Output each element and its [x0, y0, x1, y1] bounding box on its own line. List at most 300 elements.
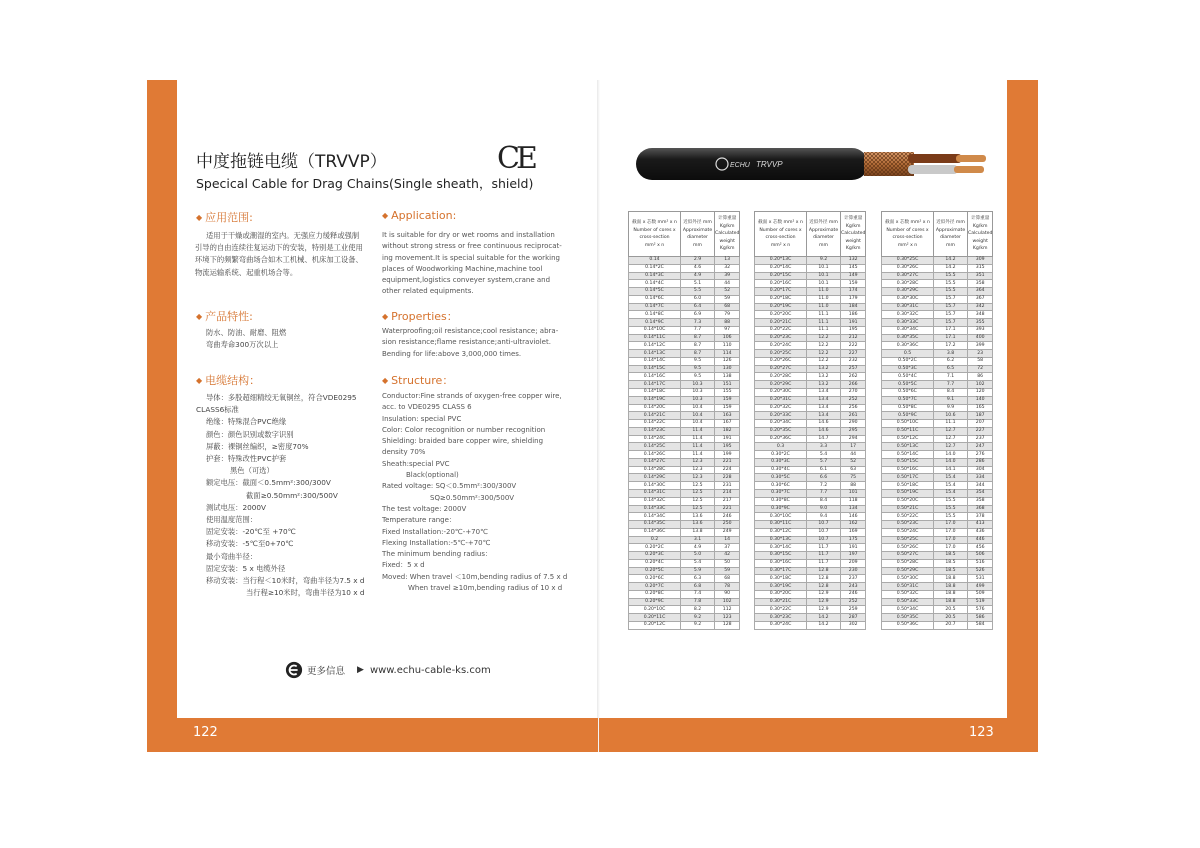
text-line: 导体：多股超细精绞无氧铜丝，符合VDE0295 [206, 393, 357, 402]
table-cell: 237 [968, 435, 993, 443]
table-cell: 195 [841, 326, 866, 334]
table-cell: 159 [715, 396, 740, 404]
table-cell: 0.30*8C [755, 497, 807, 505]
table-row [882, 420, 993, 428]
table-cell: 5.4 [681, 559, 715, 567]
table-cell: 13.2 [807, 373, 841, 381]
table-cell: 13.6 [681, 513, 715, 521]
text-line: 颜色：颜色识别或数字识别 [206, 429, 294, 439]
table-cell: 13.4 [807, 404, 841, 412]
table-cell: 0.14*5C [629, 288, 681, 296]
table-cell: 0.14*20C [629, 404, 681, 412]
table-cell: 0.30*22C [755, 606, 807, 614]
table-cell: 0.30*32C [882, 311, 934, 319]
table-cell: 0.50*32C [882, 590, 934, 598]
table-cell: 13.4 [807, 396, 841, 404]
table-row [629, 559, 740, 567]
table-header-diameter: 近似外径 mm Approximate diameter mm [934, 212, 968, 257]
table-cell: 12.9 [807, 590, 841, 598]
table-cell: 12.7 [934, 435, 968, 443]
table-cell: 231 [715, 482, 740, 490]
table-cell: 0.50*27C [882, 552, 934, 560]
table-row [755, 389, 866, 397]
table-cell: 207 [968, 420, 993, 428]
table-cell: 8.2 [681, 606, 715, 614]
table-cell: 14 [715, 536, 740, 544]
table-cell: 0.50*21C [882, 505, 934, 513]
table-cell: 174 [841, 288, 866, 296]
text-line: ing movement.It is special suitable for the working [382, 253, 560, 262]
table-cell: 0.30*28C [882, 280, 934, 288]
table-cell: 0.20*12C [629, 621, 681, 629]
page-title-en: Specical Cable for Drag Chains(Single sheath，shield) [196, 176, 534, 191]
text-line: Temperature range： [382, 516, 456, 525]
footer-more-label: 更多信息 [307, 666, 346, 677]
table-cell: 110 [715, 342, 740, 350]
table-cell: 5.1 [681, 280, 715, 288]
table-row [755, 544, 866, 552]
table-cell: 237 [841, 575, 866, 583]
table-cell: 0.20*13C [755, 257, 807, 265]
table-row [629, 513, 740, 521]
table-cell: 90 [715, 590, 740, 598]
text-line: 屏蔽：裸铜丝编织，≥密度70% [206, 441, 309, 451]
table-row [882, 614, 993, 622]
section-heading-cn-application: ◆ 应用范围: [196, 211, 253, 224]
table-cell: 3.3 [807, 443, 841, 451]
table-row [882, 396, 993, 404]
table-cell: 0.30*31C [882, 303, 934, 311]
table-cell: 15.5 [934, 272, 968, 280]
table-cell: 13.4 [807, 412, 841, 420]
table-cell: 11.4 [681, 451, 715, 459]
table-row [882, 357, 993, 365]
table-cell: 309 [968, 257, 993, 265]
table-row [882, 342, 993, 350]
table-cell: 10.1 [807, 264, 841, 272]
table-cell: 0.30*15C [755, 552, 807, 560]
table-cell: 243 [841, 583, 866, 591]
table-cell: 0.50*11C [882, 427, 934, 435]
table-cell: 0.30*16C [755, 559, 807, 567]
text-line: density 70% [382, 448, 426, 457]
table-cell: 9.5 [681, 357, 715, 365]
table-cell: 32 [715, 264, 740, 272]
table-cell: 0.50*4C [882, 373, 934, 381]
table-cell: 0.50*33C [882, 598, 934, 606]
table-row [882, 272, 993, 280]
table-cell: 0.14*33C [629, 505, 681, 513]
table-cell: 436 [968, 528, 993, 536]
table-cell: 400 [968, 334, 993, 342]
table-cell: 167 [715, 420, 740, 428]
table-row [755, 536, 866, 544]
table-row [882, 451, 993, 459]
table-row [882, 389, 993, 397]
section-body-en-application [382, 230, 562, 298]
table-cell: 0.50*35C [882, 614, 934, 622]
table-cell: 88 [841, 482, 866, 490]
table-cell: 17.2 [934, 342, 968, 350]
table-cell: 14.2 [807, 614, 841, 622]
table-cell: 6.5 [934, 365, 968, 373]
table-cell: 0.14*19C [629, 396, 681, 404]
text-line: Color: Color recognition or number recognition [382, 425, 546, 434]
table-cell: 0.14*6C [629, 295, 681, 303]
table-cell: 399 [968, 342, 993, 350]
table-row [882, 536, 993, 544]
table-cell: 12.2 [807, 350, 841, 358]
table-row [629, 373, 740, 381]
table-cell: 0.30*6C [755, 482, 807, 490]
table-cell: 315 [968, 264, 993, 272]
section-heading-en-structure: ◆ Structure： [382, 374, 454, 387]
table-row [629, 288, 740, 296]
table-row [882, 350, 993, 358]
table-cell: 0.20*27C [755, 365, 807, 373]
text-line: sion resistance;flame resistance;anti-ultraviolet. [382, 338, 551, 347]
table-cell: 140 [968, 396, 993, 404]
table-cell: 222 [841, 342, 866, 350]
table-cell: 0.20*33C [755, 412, 807, 420]
table-cell: 209 [841, 559, 866, 567]
table-cell: 9.2 [681, 614, 715, 622]
table-cell: 0.20*17C [755, 288, 807, 296]
table-row [629, 350, 740, 358]
table-cell: 0.50*20C [882, 497, 934, 505]
table-cell: 351 [968, 272, 993, 280]
table-cell: 12.8 [807, 575, 841, 583]
table-cell: 12.7 [934, 443, 968, 451]
table-cell: 0.20*8C [629, 590, 681, 598]
table-cell: 0.30*21C [755, 598, 807, 606]
table-header-cross-section: 截面 x 芯数 mm² x n Number of cores x cross-section mm² x n [755, 212, 807, 257]
table-cell: 11.0 [807, 303, 841, 311]
table-cell: 0.20*34C [755, 420, 807, 428]
text-line: other related equipments. [382, 287, 474, 296]
table-cell: 79 [715, 311, 740, 319]
table-row [755, 319, 866, 327]
echu-logo-icon [285, 661, 303, 679]
text-line: 绝缘：特殊混合PVC绝缘 [206, 417, 287, 427]
table-cell: 199 [715, 451, 740, 459]
table-cell: 0.20*28C [755, 373, 807, 381]
table-cell: 6.0 [681, 295, 715, 303]
table-cell: 15.5 [934, 513, 968, 521]
table-cell: 7.2 [807, 482, 841, 490]
table-cell: 0.50*6C [882, 389, 934, 397]
table-row [629, 303, 740, 311]
table-row [629, 334, 740, 342]
table-cell: 12.3 [681, 474, 715, 482]
table-cell: 0.14*35C [629, 521, 681, 529]
table-cell: 6.8 [681, 583, 715, 591]
table-cell: 159 [715, 404, 740, 412]
table-row [882, 497, 993, 505]
text-line: 物流运输系统、起重机场合等。 [195, 267, 298, 277]
table-cell: 368 [968, 505, 993, 513]
table-cell: 0.30*7C [755, 489, 807, 497]
footer-more-info [285, 661, 491, 679]
right-accent-bar [1007, 80, 1038, 752]
table-cell: 10.3 [681, 389, 715, 397]
table-cell: 0.30*29C [882, 288, 934, 296]
section-heading-en-properties: ◆ Properties： [382, 310, 458, 323]
table-cell: 348 [968, 311, 993, 319]
text-line: equipment,logistics conveyer system,crane and [382, 276, 551, 285]
table-cell: 0.14 [629, 257, 681, 265]
table-cell: 182 [715, 427, 740, 435]
table-cell: 0.14*7C [629, 303, 681, 311]
table-cell: 266 [841, 381, 866, 389]
table-cell: 10.4 [681, 420, 715, 428]
table-row [755, 381, 866, 389]
table-cell: 0.50*8C [882, 404, 934, 412]
table-cell: 0.14*27C [629, 458, 681, 466]
table-cell: 15.4 [934, 489, 968, 497]
table-cell: 0.14*4C [629, 280, 681, 288]
text-line: The minimum bending radius： [382, 550, 493, 559]
table-row [629, 295, 740, 303]
table-cell: 446 [968, 536, 993, 544]
table-cell: 191 [715, 435, 740, 443]
table-cell: 0.50*2C [882, 357, 934, 365]
table-row [755, 497, 866, 505]
table-cell: 13.2 [807, 365, 841, 373]
table-row [629, 528, 740, 536]
table-row [882, 334, 993, 342]
table-cell: 0.20*32C [755, 404, 807, 412]
text-line: Waterproofing;oil resistance;cool resistance; abra- [382, 327, 559, 335]
table-cell: 12.2 [807, 334, 841, 342]
table-cell: 0.30*17C [755, 567, 807, 575]
table-cell: 0.14*3C [629, 272, 681, 280]
text-line: 环境下的频繁弯曲场合如木工机械、机床加工设备、 [195, 255, 363, 265]
arrow-right-icon: ▶ [357, 665, 364, 675]
text-line: 额定电压：截面＜0.5mm²:300/300V [206, 478, 331, 488]
table-cell: 15.5 [934, 288, 968, 296]
table-cell: 14.1 [934, 466, 968, 474]
table-cell: 0.30*34C [882, 326, 934, 334]
table-cell: 0.30*18C [755, 575, 807, 583]
text-line: places of Woodworking Machine,machine tool [382, 264, 543, 273]
table-row [755, 326, 866, 334]
table-cell: 0.14*11C [629, 334, 681, 342]
table-row [755, 458, 866, 466]
table-cell: 228 [715, 474, 740, 482]
table-cell: 58 [968, 357, 993, 365]
table-cell: 6.4 [681, 303, 715, 311]
table-row [882, 559, 993, 567]
table-row [882, 427, 993, 435]
table-cell: 2.9 [681, 257, 715, 265]
table-row [755, 412, 866, 420]
table-cell: 290 [841, 420, 866, 428]
table-row [882, 443, 993, 451]
table-cell: 17.0 [934, 536, 968, 544]
table-cell: 12.5 [681, 482, 715, 490]
table-row [882, 505, 993, 513]
table-row [882, 513, 993, 521]
table-cell: 15.4 [934, 482, 968, 490]
table-cell: 0.50*13C [882, 443, 934, 451]
text-line: 黑色（可选） [230, 466, 274, 476]
table-row [755, 528, 866, 536]
table-cell: 0.30*25C [882, 257, 934, 265]
table-cell: 8.7 [681, 342, 715, 350]
table-cell: 0.14*30C [629, 482, 681, 490]
table-cell: 23 [968, 350, 993, 358]
table-cell: 17 [841, 443, 866, 451]
table-cell: 128 [715, 621, 740, 629]
table-row [755, 451, 866, 459]
table-cell: 14.6 [807, 427, 841, 435]
table-row [755, 420, 866, 428]
table-cell: 0.20*7C [629, 583, 681, 591]
table-cell: 8.4 [934, 389, 968, 397]
table-cell: 0.50*14C [882, 451, 934, 459]
text-line: 最小弯曲半径： [206, 551, 258, 561]
table-cell: 68 [715, 303, 740, 311]
table-cell: 5.0 [681, 552, 715, 560]
text-line: 固定安装：-20℃至 +70℃ [206, 527, 296, 537]
table-row [755, 288, 866, 296]
table-cell: 334 [968, 474, 993, 482]
table-cell: 8.4 [807, 497, 841, 505]
table-cell: 364 [968, 288, 993, 296]
table-cell: 15.4 [934, 474, 968, 482]
table-cell: 106 [715, 334, 740, 342]
table-row [882, 583, 993, 591]
table-cell: 10.7 [807, 521, 841, 529]
table-cell: 4.6 [681, 264, 715, 272]
spec-table-2 [754, 211, 866, 630]
text-line: Moved: When travel ＜10m,bending radius of 7.5 x d [382, 572, 568, 581]
table-row [755, 303, 866, 311]
table-row [882, 257, 993, 265]
table-row [629, 257, 740, 265]
table-cell: 11.4 [681, 427, 715, 435]
section-heading-cn-properties: ◆ 产品特性: [196, 310, 253, 323]
table-cell: 123 [715, 614, 740, 622]
table-row [755, 552, 866, 560]
table-cell: 0.14*23C [629, 427, 681, 435]
table-cell: 259 [841, 606, 866, 614]
table-cell: 6.1 [807, 466, 841, 474]
table-cell: 276 [968, 451, 993, 459]
table-cell: 12.9 [807, 606, 841, 614]
table-cell: 0.30*11C [755, 521, 807, 529]
table-cell: 0.20*11C [629, 614, 681, 622]
table-cell: 159 [841, 280, 866, 288]
table-cell: 11.7 [807, 544, 841, 552]
table-cell: 18.5 [934, 567, 968, 575]
table-cell: 52 [841, 458, 866, 466]
table-row [882, 575, 993, 583]
table-cell: 0.20*15C [755, 272, 807, 280]
section-body-cn-structure [196, 392, 365, 599]
cable-brand-label: ECHU [730, 162, 750, 169]
table-row [629, 381, 740, 389]
table-row [882, 381, 993, 389]
section-body-cn-application [195, 230, 363, 279]
table-cell: 18.8 [934, 590, 968, 598]
table-cell: 179 [841, 295, 866, 303]
text-line: 截面≥0.50mm²:300/500V [246, 490, 338, 500]
spec-table-3 [881, 211, 993, 630]
table-cell: 101 [841, 489, 866, 497]
table-row [755, 489, 866, 497]
table-row [882, 264, 993, 272]
table-cell: 155 [715, 389, 740, 397]
table-cell: 4.9 [681, 272, 715, 280]
text-line: 使用温度范围： [206, 515, 258, 525]
table-row [882, 474, 993, 482]
table-cell: 0.14*16C [629, 373, 681, 381]
table-row [629, 489, 740, 497]
table-row [629, 420, 740, 428]
table-cell: 10.7 [807, 536, 841, 544]
table-cell: 14.2 [934, 257, 968, 265]
table-row [629, 521, 740, 529]
table-cell: 0.20*2C [629, 544, 681, 552]
table-cell: 44 [841, 451, 866, 459]
text-line: 引导的自由连续往复运动下的安装，特别是工业使用 [195, 243, 363, 253]
table-cell: 0.30*9C [755, 505, 807, 513]
table-row [755, 373, 866, 381]
table-cell: 134 [841, 505, 866, 513]
table-cell: 13.8 [681, 528, 715, 536]
table-row [755, 621, 866, 629]
table-cell: 11.1 [807, 319, 841, 327]
table-cell: 344 [968, 482, 993, 490]
table-cell: 13.6 [681, 521, 715, 529]
table-cell: 130 [715, 365, 740, 373]
table-cell: 0.20*3C [629, 552, 681, 560]
table-cell: 165 [968, 404, 993, 412]
table-cell: 7.7 [807, 489, 841, 497]
table-cell: 126 [715, 357, 740, 365]
table-row [629, 357, 740, 365]
table-cell: 0.30*5C [755, 474, 807, 482]
table-cell: 0.50*18C [882, 482, 934, 490]
table-row [629, 396, 740, 404]
table-cell: 0.20*26C [755, 357, 807, 365]
table-row [755, 280, 866, 288]
table-cell: 12.7 [934, 427, 968, 435]
table-cell: 0.3 [755, 443, 807, 451]
table-cell: 7.7 [681, 326, 715, 334]
page-gutter [597, 80, 600, 752]
table-row [882, 288, 993, 296]
table-cell: 270 [841, 389, 866, 397]
text-line: acc. to VDE0295 CLASS 6 [382, 403, 472, 412]
table-row [629, 319, 740, 327]
table-cell: 0.30*23C [755, 614, 807, 622]
table-cell: 6.2 [934, 357, 968, 365]
table-cell: 10.7 [807, 528, 841, 536]
table-cell: 0.14*17C [629, 381, 681, 389]
table-row [629, 365, 740, 373]
website-link[interactable]: www.echu-cable-ks.com [369, 664, 491, 676]
table-row [755, 567, 866, 575]
text-line: 测试电压：2000V [206, 502, 267, 512]
table-cell: 0.14*18C [629, 389, 681, 397]
table-cell: 224 [715, 466, 740, 474]
table-cell: 0.20*22C [755, 326, 807, 334]
table-cell: 146 [841, 513, 866, 521]
text-line: Sheath:special PVC [382, 459, 450, 468]
